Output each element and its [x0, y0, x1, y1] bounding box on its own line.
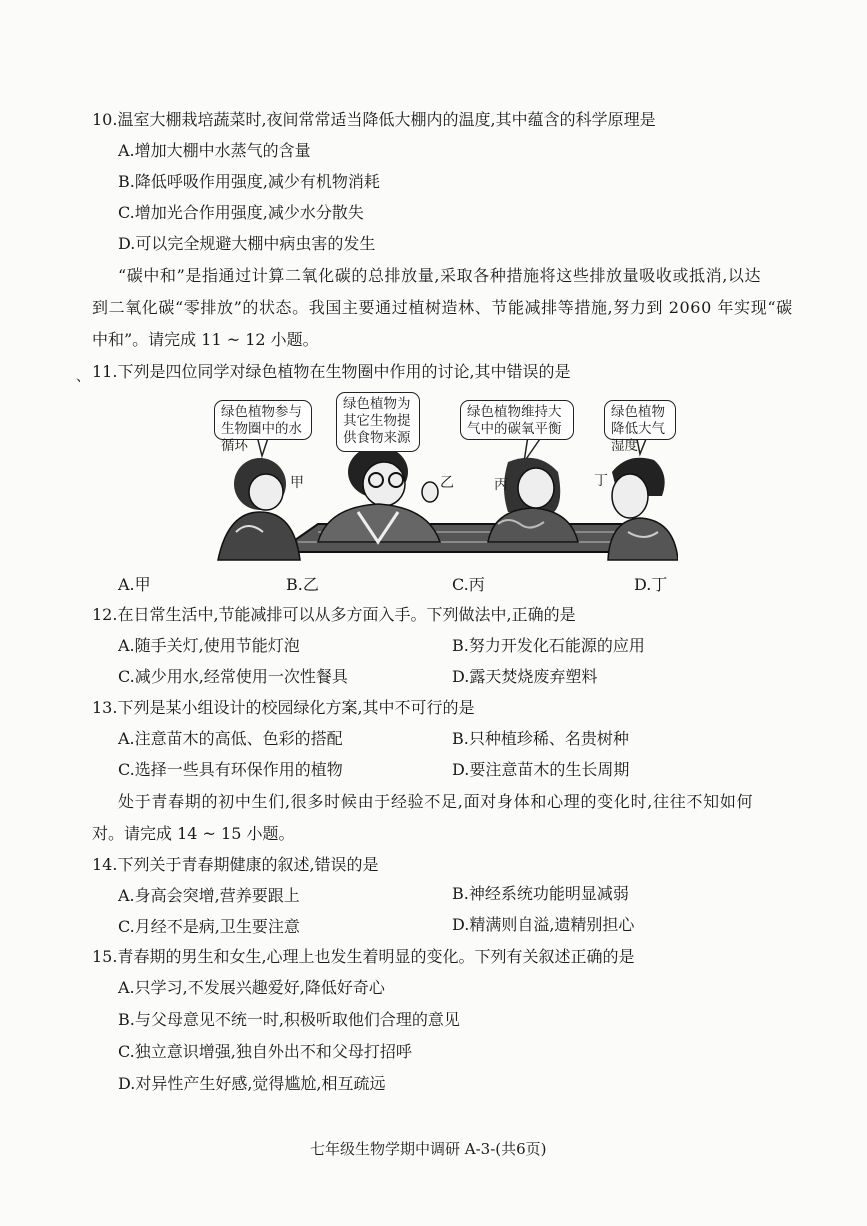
label-jia: 甲 — [290, 475, 304, 491]
q15-option-d: D.对异性产生好感,觉得尴尬,相互疏远 — [118, 1074, 386, 1093]
q13-stem: 13.下列是某小组设计的校园绿化方案,其中不可行的是 — [92, 698, 475, 717]
q15-stem: 15.青春期的男生和女生,心理上也发生着明显的变化。下列有关叙述正确的是 — [92, 947, 635, 966]
discussion-illustration — [208, 392, 678, 564]
q13-option-d: D.要注意苗木的生长周期 — [452, 760, 630, 779]
q11-option-a: A.甲 — [118, 575, 151, 594]
q15-option-a: A.只学习,不发展兴趣爱好,降低好奇心 — [118, 978, 385, 997]
q10-option-a: A.增加大棚中水蒸气的含量 — [118, 141, 311, 160]
q14-option-b: B.神经系统功能明显减弱 — [452, 884, 629, 903]
q14-option-d: D.精满则自溢,遗精别担心 — [452, 915, 635, 934]
stray-mark: 、 — [76, 369, 90, 385]
q12-option-b: B.努力开发化石能源的应用 — [452, 636, 645, 655]
q11-option-b: B.乙 — [286, 575, 319, 594]
bubble-bing: 绿色植物维持大气中的碳氧平衡 — [460, 400, 574, 440]
q12-option-d: D.露天焚烧废弃塑料 — [452, 667, 598, 686]
label-bing: 丙 — [494, 477, 508, 493]
bubble-jia: 绿色植物参与生物圈中的水循环 — [214, 400, 312, 440]
passage2-line1: 处于青春期的初中生们,很多时候由于经验不足,面对身体和心理的变化时,往往不知如何 — [118, 792, 754, 811]
student-bing — [488, 458, 578, 542]
q13-option-b: B.只种植珍稀、名贵树种 — [452, 729, 629, 748]
q15-option-b: B.与父母意见不统一时,积极听取他们合理的意见 — [118, 1010, 460, 1029]
q11-option-c: C.丙 — [452, 575, 485, 594]
q10-stem: 10.温室大棚栽培蔬菜时,夜间常常适当降低大棚内的温度,其中蕴含的科学原理是 — [92, 110, 656, 129]
q14-option-c: C.月经不是病,卫生要注意 — [118, 917, 300, 936]
q10-option-c: C.增加光合作用强度,减少水分散失 — [118, 203, 364, 222]
q15-option-c: C.独立意识增强,独自外出不和父母打招呼 — [118, 1042, 412, 1061]
page-footer: 七年级生物学期中调研 A-3-(共6页) — [310, 1140, 547, 1158]
q11-stem: 11.下列是四位同学对绿色植物在生物圈中作用的讨论,其中错误的是 — [92, 362, 571, 381]
q11-option-d: D.丁 — [634, 575, 668, 594]
q12-option-c: C.减少用水,经常使用一次性餐具 — [118, 667, 348, 686]
q13-option-c: C.选择一些具有环保作用的植物 — [118, 760, 343, 779]
q14-option-a: A.身高会突增,营养要跟上 — [118, 886, 300, 905]
q14-stem: 14.下列关于青春期健康的叙述,错误的是 — [92, 855, 379, 874]
student-jia — [218, 458, 300, 560]
bubble-ding: 绿色植物降低大气湿度 — [604, 400, 676, 440]
q13-option-a: A.注意苗木的高低、色彩的搭配 — [118, 729, 343, 748]
q10-option-b: B.降低呼吸作用强度,减少有机物消耗 — [118, 172, 380, 191]
student-yi — [318, 446, 440, 542]
passage1-line3: 中和”。请完成 11 ~ 12 小题。 — [92, 330, 319, 349]
passage1-line1: “碳中和”是指通过计算二氧化碳的总排放量,采取各种措施将这些排放量吸收或抵消,以达 — [118, 266, 762, 285]
label-yi: 乙 — [440, 475, 454, 491]
bubble-yi: 绿色植物为其它生物提供食物来源 — [336, 392, 420, 452]
passage1-line2: 到二氧化碳“零排放”的状态。我国主要通过植树造林、节能减排等措施,努力到 2060 年实现“碳 — [92, 298, 793, 317]
label-ding: 丁 — [594, 473, 608, 489]
student-ding — [608, 458, 678, 560]
q10-option-d: D.可以完全规避大棚中病虫害的发生 — [118, 234, 376, 253]
q12-stem: 12.在日常生活中,节能减排可以从多方面入手。下列做法中,正确的是 — [92, 605, 576, 624]
q12-option-a: A.随手关灯,使用节能灯泡 — [118, 636, 300, 655]
passage2-line2: 对。请完成 14 ~ 15 小题。 — [92, 824, 295, 843]
